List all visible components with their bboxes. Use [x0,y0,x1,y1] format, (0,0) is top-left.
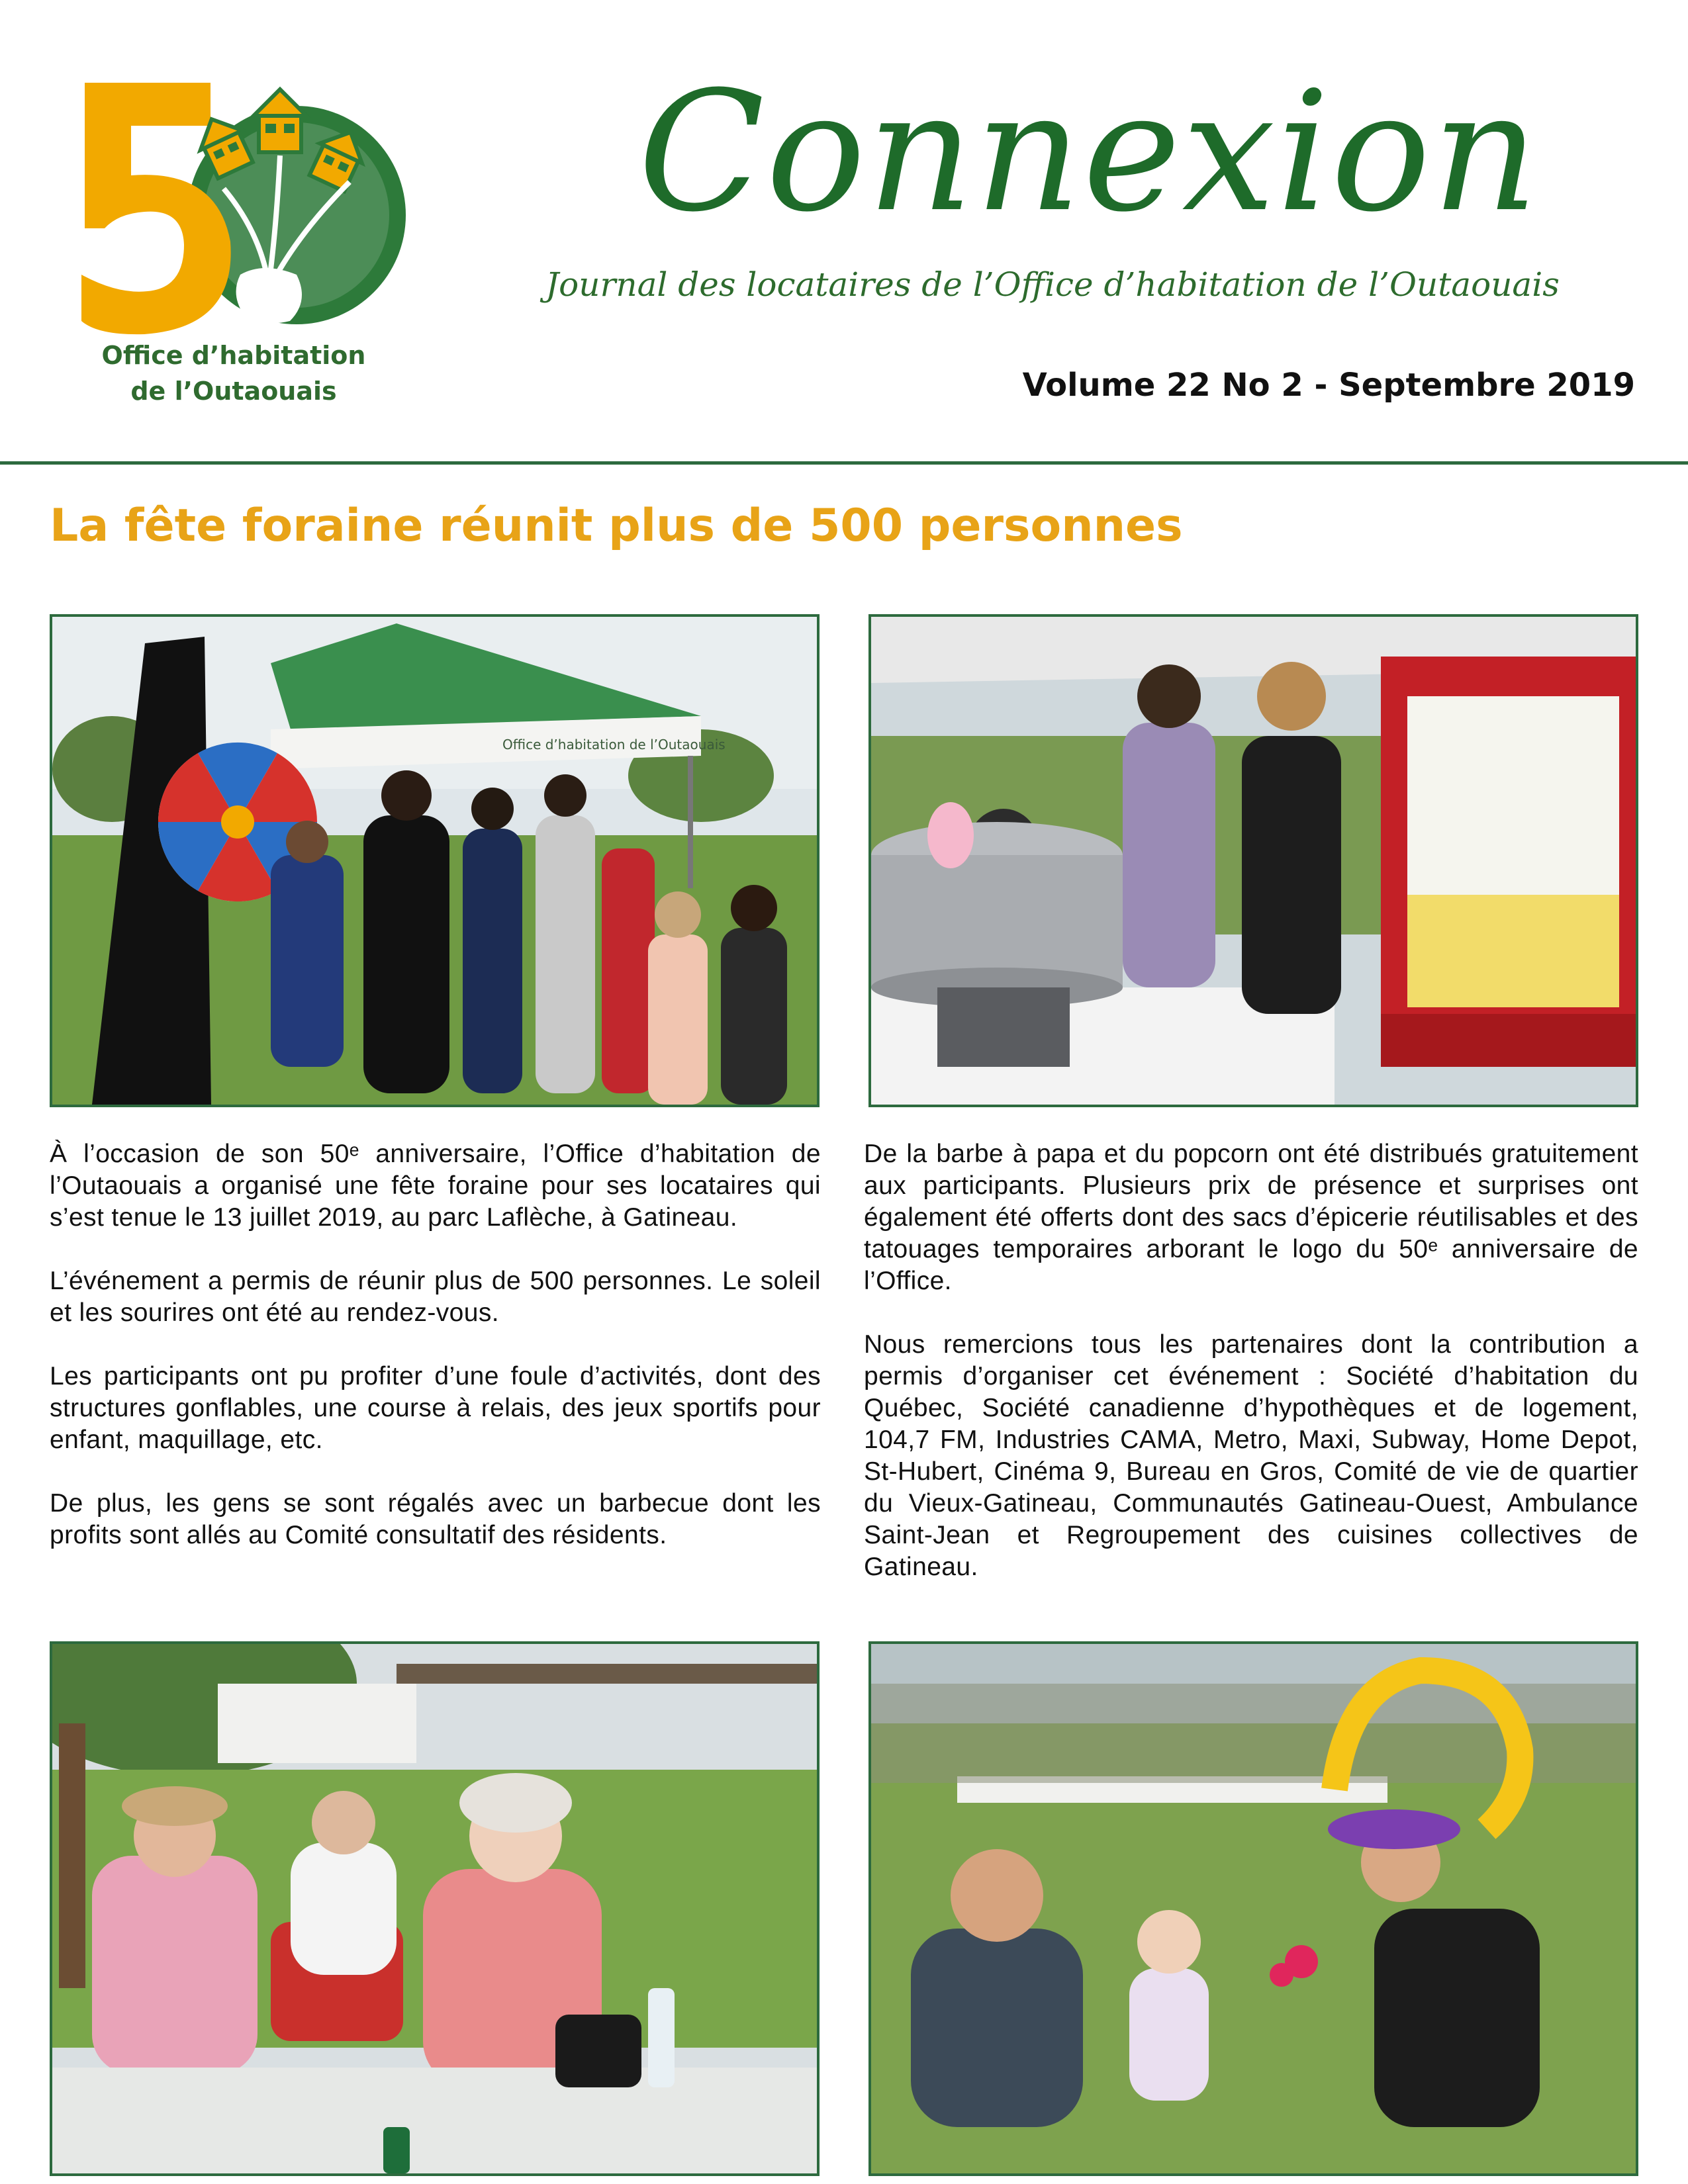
article-paragraph: L’événement a permis de réunir plus de 500 personnes. Le soleil et les sourires ont été au rendez-vous. [50,1267,821,1327]
issue-info: Volume 22 No 2 - Septembre 2019 [1022,367,1635,404]
article-column-left [50,1138,821,1583]
logo-50th-anniversary [78,76,422,414]
photo-seniors-at-table [50,1641,820,2176]
newsletter-subtitle: Journal des locataires de l’Office d’habitation de l’Outaouais [545,265,1560,304]
article-paragraph: De plus, les gens se sont régalés avec un barbecue dont les profits sont allés au Comité consultatif des résidents. [50,1489,821,1549]
article-headline: La fête foraine réunit plus de 500 personnes [50,500,1183,552]
svg-text:Office d’habitation de l’Outao: Office d’habitation de l’Outaouais [502,737,726,752]
photo-balloon-artist [868,1641,1638,2176]
newsletter-title: Connexion [637,56,1540,248]
header-divider [0,461,1688,465]
article-paragraph: Nous remercions tous les partenaires dont la contribution a permis d’organiser cet événement : Société d’habitation du Québec, Société canadienne d’hypothèques et de logement, 104,7 FM, Industries CAMA, Metro, Maxi, Subway, Home Depot, St-Hubert, Cinéma 9, Bureau en Gros, Comité de vie de quartier du Vieux-Gatineau, Communautés Gatineau-Ouest, Ambulance Saint-Jean et Regroupement des cuisines collectives de Gatineau. [864,1330,1638,1581]
logo-line-2: de l’Outaouais [130,377,337,406]
tent-banner-text [502,737,726,752]
article-paragraph: À l’occasion de son 50ᵉ anniversaire, l’Office d’habitation de l’Outaouais a organisé une fête foraine pour ses locataires qui s’est tenue le 13 juillet 2019, au parc Laflèche, à Gatineau. [50,1140,821,1232]
article-paragraph: De la barbe à papa et du popcorn ont été distribués gratuitement aux participants. Plusieurs prix de présence et surprises ont également été offerts dont des sacs d’épicerie réutilisables et des tatouages temporaires arborant le logo du 50ᵉ anniversaire de l’Office. [864,1140,1638,1295]
logo-graphic [78,76,422,341]
article-column-right [864,1138,1638,1615]
article-paragraph: Les participants ont pu profiter d’une foule d’activités, dont des structures gonflables, une course à relais, des jeux sportifs pour enfant, maquillage, etc. [50,1362,821,1454]
photo-cotton-candy-popcorn [868,614,1638,1107]
logo-organization-name [78,338,389,409]
photo-prize-wheel-tent [50,614,820,1107]
logo-line-1: Office d’habitation [101,341,366,370]
